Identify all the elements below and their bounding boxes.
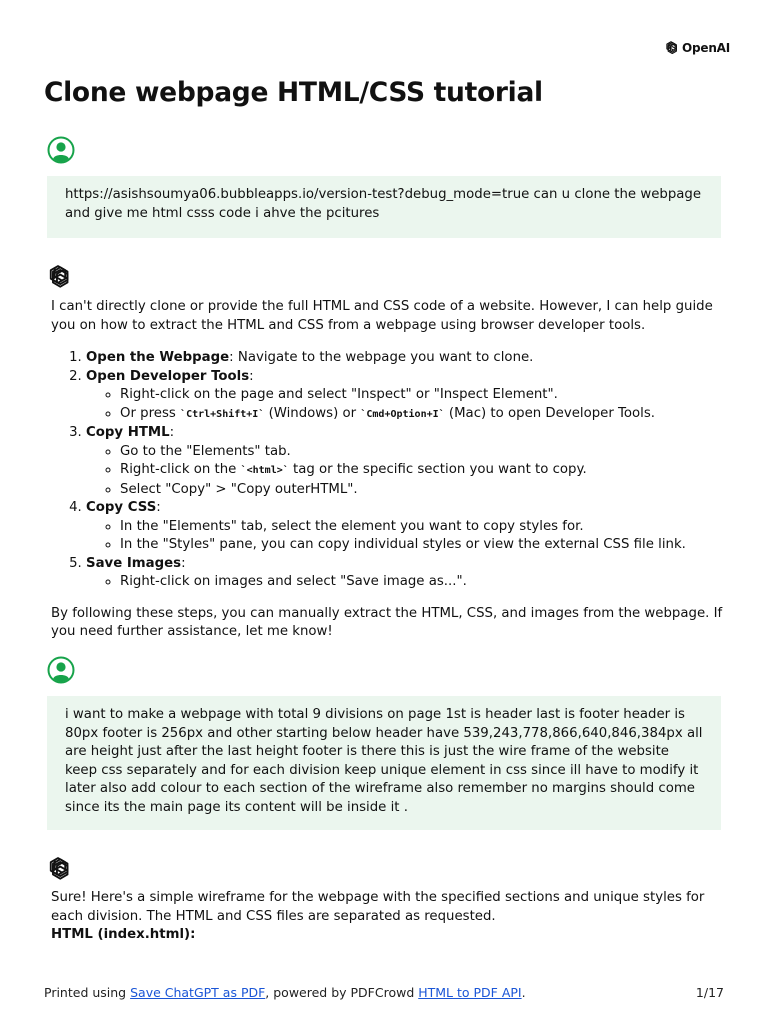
step-item bbox=[86, 368, 731, 425]
substep-item: ◦ Right-click on images and select "Save image as...". bbox=[120, 573, 731, 592]
step-item bbox=[86, 424, 731, 499]
page-title: Clone webpage HTML/CSS tutorial bbox=[44, 77, 543, 108]
step-desc: : bbox=[156, 500, 161, 515]
assistant-outro: By following these steps, you can manually extract the HTML, CSS, and images from the webpage. If you need further assistance, let me know! bbox=[51, 605, 723, 639]
substep-list bbox=[86, 573, 731, 592]
substep-item: ◦ Right-click on the `<html>` tag or the specific section you want to copy. bbox=[120, 461, 731, 481]
user-message-text: https://asishsoumya06.bubbleapps.io/version-test?debug_mode=true can u clone the webpage and give me html csss code i ahve the pcitures bbox=[65, 187, 702, 221]
step-item bbox=[86, 555, 731, 592]
html-to-pdf-api-link[interactable]: HTML to PDF API bbox=[418, 985, 522, 1000]
page-number: 1/17 bbox=[695, 985, 724, 1000]
step-title: Open the Webpage bbox=[86, 350, 230, 365]
step-title: Open Developer Tools bbox=[86, 368, 250, 384]
inline-code: `Ctrl+Shift+I` bbox=[180, 408, 265, 420]
substep-item: ◦ Right-click on the page and select "Inspect" or "Inspect Element". bbox=[120, 386, 731, 405]
step-desc: : bbox=[169, 425, 175, 440]
assistant-message bbox=[51, 298, 731, 642]
step-desc: : Navigate to the webpage you want to clone. bbox=[229, 350, 534, 365]
inline-code: `<html>` bbox=[240, 465, 289, 476]
substep-list bbox=[86, 518, 731, 555]
user-avatar-icon bbox=[47, 656, 75, 684]
step-title: Save Images bbox=[86, 555, 182, 571]
substep-list bbox=[86, 443, 731, 500]
save-chatgpt-pdf-link[interactable]: Save ChatGPT as PDF bbox=[130, 985, 266, 1000]
assistant-intro: Sure! Here's a simple wireframe for the webpage with the specified sections and unique styles for each division. The HTML and CSS files are separated as requested. bbox=[51, 890, 705, 924]
step-item bbox=[86, 499, 731, 555]
section-heading: HTML (index.html): bbox=[51, 927, 196, 942]
substep-item: ◦ Or press `Ctrl+Shift+I` (Windows) or `Cmd+Option+I` (Mac) to open Developer Tools. bbox=[120, 405, 731, 425]
user-avatar-icon bbox=[47, 136, 75, 164]
user-message bbox=[47, 176, 721, 238]
step-desc: : bbox=[249, 368, 254, 384]
step-title: Copy CSS bbox=[86, 500, 157, 515]
assistant-message bbox=[51, 889, 731, 945]
pdf-footer: Printed using Save ChatGPT as PDF, powered by PDFCrowd HTML to PDF API. 1/17 bbox=[44, 985, 724, 1000]
openai-brand bbox=[663, 40, 730, 56]
brand-name: OpenAI bbox=[682, 41, 731, 55]
steps-list bbox=[51, 349, 731, 592]
substep-item: ◦ In the "Styles" pane, you can copy individual styles or view the external CSS file link. bbox=[120, 536, 731, 555]
substep-item: ◦ Select "Copy" > "Copy outerHTML". bbox=[120, 481, 731, 500]
chatgpt-logo-icon bbox=[44, 263, 72, 291]
step-desc: : bbox=[181, 555, 186, 571]
step-title: Copy HTML bbox=[86, 425, 170, 440]
inline-code: `Cmd+Option+I` bbox=[360, 408, 445, 420]
user-message bbox=[47, 696, 721, 830]
substep-list bbox=[86, 386, 731, 424]
openai-logo-icon bbox=[663, 40, 679, 56]
substep-item: ◦ Go to the "Elements" tab. bbox=[120, 443, 731, 462]
substep-item: ◦ In the "Elements" tab, select the element you want to copy styles for. bbox=[120, 518, 731, 537]
chatgpt-logo-icon bbox=[44, 855, 72, 883]
assistant-intro: I can't directly clone or provide the full HTML and CSS code of a website. However, I can help guide you on how to extract the HTML and CSS from a webpage using browser developer tools. bbox=[51, 299, 713, 333]
step-item bbox=[86, 349, 731, 368]
user-message-text: i want to make a webpage with total 9 divisions on page 1st is header last is footer header is 80px footer is 256px and other starting below header have 539,243,778,866,640,846,384px all are height just after the last height footer is there this is just the wire frame of the website keep css separately and for each division keep unique element in css since ill have to modify it later also add colour to each section of the wireframe also remember no margins should come since its the main page its content will be inside it . bbox=[65, 707, 703, 815]
